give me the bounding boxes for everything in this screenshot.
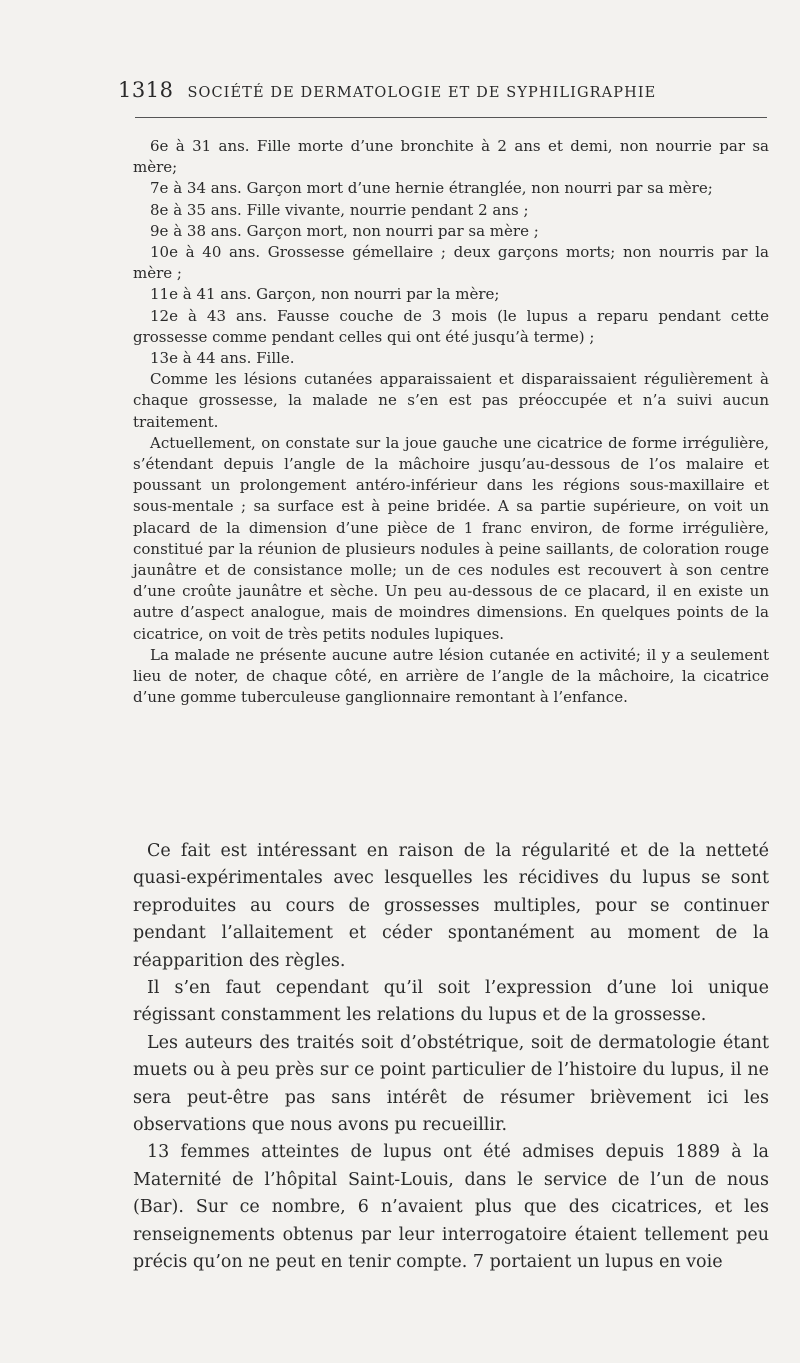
paragraph: La malade ne présente aucune autre lésion cutanée en activité; il y a seulement lieu de noter, de chaque côté, en arrière de l’angle de la mâchoire, la cicatrice d’une gomme tuberculeuse ganglionnaire remontant à l’enfance.	[133, 645, 769, 707]
observation-section	[133, 136, 769, 708]
paragraph: Les auteurs des traités soit d’obstétrique, soit de dermatologie étant muets ou à peu près sur ce point particulier de l’histoire du lupus, il ne sera peut-être pas sans intérêt de résumer brièvement ici les observations que nous avons pu recueillir.	[133, 1032, 769, 1136]
paragraph: Il s’en faut cependant qu’il soit l’expression d’une loi unique régissant constamment les relations du lupus et de la grossesse.	[133, 978, 769, 1026]
running-title: SOCIÉTÉ DE DERMATOLOGIE ET DE SYPHILIGRAPHIE	[187, 85, 657, 101]
paragraph: 7e à 34 ans. Garçon mort d’une hernie étranglée, non nourri par sa mère;	[150, 179, 713, 198]
paragraph: 13 femmes atteintes de lupus ont été admises depuis 1889 à la Maternité de l’hôpital Saint-Louis, dans le service de l’un de nous (Bar). Sur ce nombre, 6 n’avaient plus que des cicatrices, et les renseignements obtenus par leur interrogatoire étaient tellement peu précis qu’on ne peut en tenir compte. 7 portaient un lupus en voie	[133, 1142, 769, 1273]
paragraph: Actuellement, on constate sur la joue gauche une cicatrice de forme irrégulière, s’étendant depuis l’angle de la mâchoire jusqu’au-dessous de l’os malaire et poussant un prolongement antéro-inférieur dans les régions sous-maxillaire et sous-mentale ; sa surface est à peine bridée. A sa partie supérieure, on voit un placard de la dimension d’une pièce de 1 franc environ, de forme irrégulière, constitué par la réunion de plusieurs nodules à peine saillants, de coloration rouge jaunâtre et de consistance molle; un de ces nodules est recouvert à son centre d’une croûte jaunâtre et sèche. Un peu au-dessous de ce placard, il en existe un autre d’aspect analogue, mais de moindres dimensions. En quelques points de la cicatrice, on voit de très petits nodules lupiques.	[133, 433, 769, 643]
page-header	[118, 78, 768, 102]
paragraph: 10e à 40 ans. Grossesse gémellaire ; deux garçons morts; non nourris par la mère ;	[133, 243, 769, 283]
paragraph: 6e à 31 ans. Fille morte d’une bronchite à 2 ans et demi, non nourrie par sa mère;	[133, 137, 769, 177]
paragraph: Comme les lésions cutanées apparaissaient et disparaissaient régulièrement à chaque grossesse, la malade ne s’en est pas préoccupée et n’a suivi aucun traitement.	[133, 370, 769, 431]
commentary-section	[133, 838, 769, 1277]
paragraph: Ce fait est intéressant en raison de la régularité et de la netteté quasi-expérimentales avec lesquelles les récidives du lupus se sont reproduites au cours de grossesses multiples, pour se continuer pendant l’allaitement et céder spontanément au moment de la réapparition des règles.	[133, 841, 769, 971]
paragraph: 11e à 41 ans. Garçon, non nourri par la mère;	[150, 285, 500, 304]
header-rule	[135, 117, 767, 118]
paragraph: 13e à 44 ans. Fille.	[150, 349, 295, 368]
page-number: 1318	[118, 78, 174, 102]
paragraph: 8e à 35 ans. Fille vivante, nourrie pendant 2 ans ;	[150, 200, 529, 219]
paragraph: 9e à 38 ans. Garçon mort, non nourri par sa mère ;	[150, 221, 539, 240]
paragraph: 12e à 43 ans. Fausse couche de 3 mois (le lupus a reparu pendant cette grossesse comme pendant celles qui ont été jusqu’à terme) ;	[133, 306, 769, 346]
